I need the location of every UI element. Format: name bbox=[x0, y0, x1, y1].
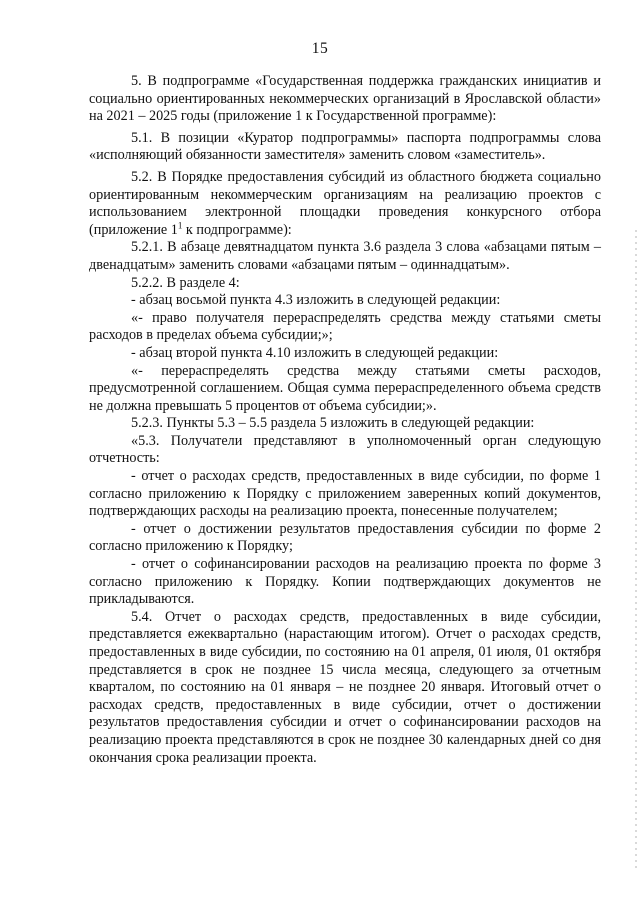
paragraph-text: 5.1. В позиции «Куратор подпрограммы» паспорта подпрограммы слова «исполняющий обязанности заместителя» заменить словом «заместитель». bbox=[89, 129, 601, 164]
paragraph-text-tail: к подпрограмме): bbox=[182, 221, 292, 238]
paragraph-text: - абзац второй пункта 4.10 изложить в следующей редакции: bbox=[131, 344, 499, 361]
paragraph-text: - абзац восьмой пункта 4.3 изложить в следующей редакции: bbox=[131, 292, 501, 309]
paragraph bbox=[89, 415, 601, 433]
paragraph bbox=[89, 73, 601, 126]
paragraph-text: - отчет о достижении результатов предоставления субсидии по форме 2 согласно приложению к Порядку; bbox=[89, 520, 601, 555]
paragraph-text: - отчет о софинансировании расходов на реализацию проекта по форме 3 согласно приложению к Порядку. Копии подтверждающих документов не прикладываются. bbox=[89, 556, 601, 608]
paragraph-text: 5. В подпрограмме «Государственная поддержка гражданских инициатив и социально ориентированных некоммерческих организаций в Ярославской области» на 2021 – 2025 годы (приложение 1 к Государственной программе): bbox=[89, 73, 601, 125]
paragraph-text: 5.2.3. Пункты 5.3 – 5.5 раздела 5 изложить в следующей редакции: bbox=[131, 415, 535, 432]
paragraph bbox=[89, 433, 601, 468]
page-number: 15 bbox=[311, 40, 329, 57]
paragraph-text: 5.2.2. В разделе 4: bbox=[131, 274, 240, 291]
paragraph bbox=[89, 609, 601, 767]
paragraph bbox=[89, 275, 601, 293]
paragraph-text: «- перераспределять средства между статьями сметы расходов, предусмотренной соглашением. Общая сумма перераспределенного объема средств не должна превышать 5 процентов от объема субсидии;». bbox=[89, 362, 601, 414]
paragraph-text: «- право получателя перераспределять средства между статьями сметы расходов в пределах объема субсидии;»; bbox=[89, 309, 601, 344]
paragraph bbox=[89, 169, 601, 239]
paragraph bbox=[89, 292, 601, 310]
paragraph bbox=[89, 468, 601, 521]
paragraph bbox=[89, 521, 601, 556]
paragraph bbox=[89, 345, 601, 363]
document-body bbox=[89, 73, 601, 767]
paragraph-text: - отчет о расходах средств, предоставленных в виде субсидии, по форме 1 согласно приложению к Порядку с приложением заверенных копий документов, подтверждающих расходы на реализацию проекта, понесенные получателем; bbox=[89, 468, 601, 520]
paragraph bbox=[89, 310, 601, 345]
scan-edge-noise bbox=[635, 230, 637, 870]
paragraph bbox=[89, 556, 601, 609]
paragraph bbox=[89, 130, 601, 165]
paragraph bbox=[89, 363, 601, 416]
paragraph-text: 5.4. Отчет о расходах средств, предоставленных в виде субсидии, представляется ежеквартально (нарастающим итогом). Отчет о расходах средств, предоставленных в виде субсидии, по состоянию на 01 апреля, 01 июля, 01 октября представляется в срок не позднее 15 числа месяца, следующего за отчетным кварталом, по состоянию на 01 января – не позднее 20 января. Итоговый отчет о расходах средств, предоставленных в виде субсидии, отчет о достижении результатов предоставления субсидии и отчет о софинансировании расходов на реализацию проекта представляются в срок не позднее 30 календарных дней со дня окончания срока реализации проекта. bbox=[89, 608, 601, 766]
paragraph-text: «5.3. Получатели представляют в уполномоченный орган следующую отчетность: bbox=[89, 432, 601, 467]
paragraph bbox=[89, 239, 601, 274]
paragraph-text: 5.2.1. В абзаце девятнадцатом пункта 3.6 раздела 3 слова «абзацами пятым – двенадцатым» заменить словами «абзацами пятым – одиннадцатым». bbox=[89, 239, 601, 273]
paragraph-text: 5.2. В Порядке предоставления субсидий из областного бюджета социально ориентированным некоммерческим организациям на реализацию проектов с использованием электронной площадки проведения конкурсного отбора (приложение 1 bbox=[89, 168, 601, 238]
superscript: 1 bbox=[177, 220, 183, 231]
